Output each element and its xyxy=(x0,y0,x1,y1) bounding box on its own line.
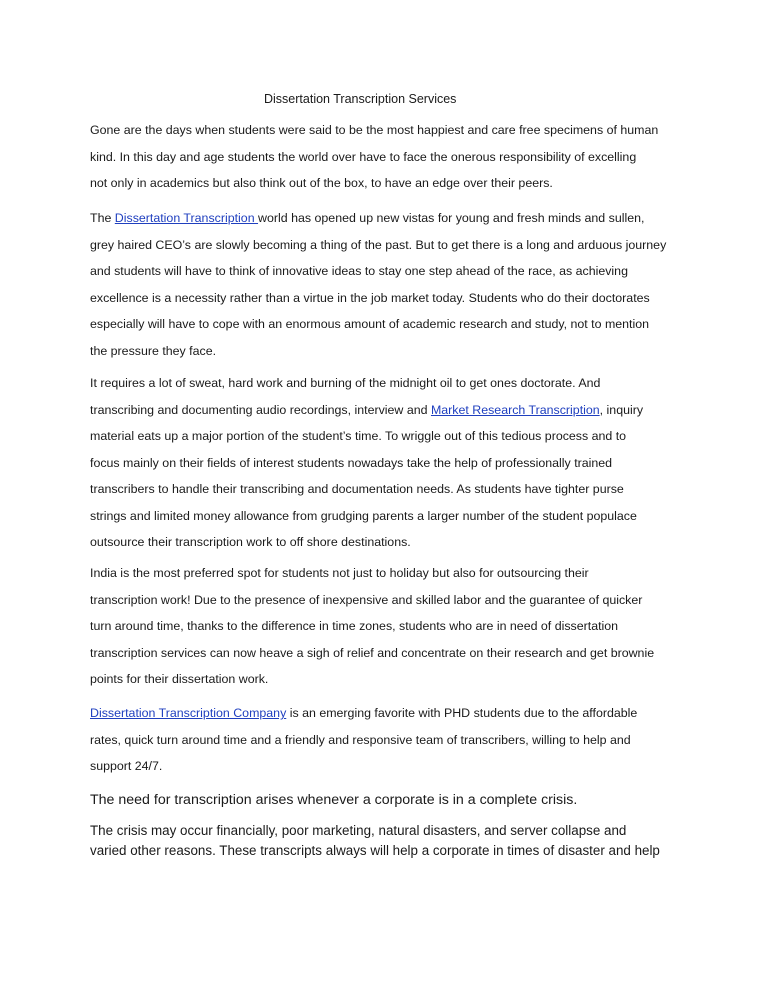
text-line xyxy=(90,150,690,177)
paragraph-3 xyxy=(90,376,690,562)
text-line xyxy=(90,264,690,291)
text-run: and students will have to think of innovative ideas to stay one step ahead of the race, as achieving xyxy=(90,264,628,278)
text-run: world has opened up new vistas for young and fresh minds and sullen, xyxy=(258,211,645,225)
document-title: Dissertation Transcription Services xyxy=(264,92,457,106)
paragraph-final xyxy=(90,823,690,863)
text-run: The crisis may occur financially, poor marketing, natural disasters, and server collapse and xyxy=(90,823,627,838)
text-run: the pressure they face. xyxy=(90,343,217,358)
text-run: material eats up a major portion of the student’s time. To wriggle out of this tedious process and to xyxy=(90,429,627,443)
text-line xyxy=(90,291,690,318)
paragraph-2 xyxy=(90,211,690,370)
text-line xyxy=(90,509,690,536)
section-heading: The need for transcription arises whenever a corporate is in a complete crisis. xyxy=(90,792,578,808)
text-run: transcribers to handle their transcribing and documentation needs. As students have tighter purse xyxy=(90,482,624,496)
paragraph-1 xyxy=(90,123,690,203)
text-run: kind. In this day and age students the world over have to face the onerous responsibility of excelling xyxy=(90,149,637,164)
text-line xyxy=(90,759,690,786)
text-line xyxy=(90,238,690,265)
text-line xyxy=(90,123,690,150)
hyperlink[interactable]: Market Research Transcription xyxy=(430,402,600,417)
text-run: turn around time, thanks to the difference in time zones, students who are in need of dissertation xyxy=(90,619,619,633)
text-line xyxy=(90,429,690,456)
text-run: India is the most preferred spot for students not just to holiday but also for outsourcing their xyxy=(90,566,589,580)
text-run: rates, quick turn around time and a friendly and responsive team of transcribers, willing to help and xyxy=(90,732,631,747)
text-run: points for their dissertation work. xyxy=(90,672,269,686)
text-run: , inquiry xyxy=(599,402,644,417)
text-line xyxy=(90,211,690,238)
text-run: It requires a lot of sweat, hard work and burning of the midnight oil to get ones doctorate. And xyxy=(90,376,601,390)
text-run: not only in academics but also think out of the box, to have an edge over their peers. xyxy=(90,176,553,190)
text-run: excellence is a necessity rather than a virtue in the job market today. Students who do their doctorates xyxy=(90,290,650,305)
text-run: varied other reasons. These transcripts always will help a corporate in times of disaster and help xyxy=(90,843,660,858)
text-line xyxy=(90,176,690,203)
text-line xyxy=(90,706,690,733)
text-run: focus mainly on their fields of interest students nowadays take the help of professionally trained xyxy=(90,455,613,470)
text-run: transcribing and documenting audio recordings, interview and xyxy=(90,402,431,417)
text-line xyxy=(90,456,690,483)
text-run: is an emerging favorite with PHD students due to the affordable xyxy=(286,706,638,720)
text-line xyxy=(90,403,690,430)
text-line xyxy=(90,376,690,403)
text-line xyxy=(90,672,690,699)
text-line xyxy=(90,843,690,863)
paragraph-4 xyxy=(90,566,690,699)
text-line xyxy=(90,593,690,620)
text-line xyxy=(90,619,690,646)
text-line xyxy=(90,344,690,371)
text-run: strings and limited money allowance from grudging parents a larger number of the student populace xyxy=(90,508,637,523)
text-run: support 24/7. xyxy=(90,759,163,773)
paragraph-5 xyxy=(90,706,690,786)
text-run: outsource their transcription work to off shore destinations. xyxy=(90,535,411,549)
text-line xyxy=(90,535,690,562)
text-run: Gone are the days when students were said to be the most happiest and care free specimens of human xyxy=(90,123,659,137)
text-run: The xyxy=(90,211,115,225)
text-line xyxy=(90,482,690,509)
text-line xyxy=(90,317,690,344)
hyperlink[interactable]: Dissertation Transcription xyxy=(114,211,259,225)
text-line xyxy=(90,733,690,760)
text-line xyxy=(90,566,690,593)
text-run: transcription services can now heave a sigh of relief and concentrate on their research and get brownie xyxy=(90,645,655,660)
text-run: transcription work! Due to the presence of inexpensive and skilled labor and the guarantee of quicker xyxy=(90,592,643,607)
text-run: especially will have to cope with an enormous amount of academic research and study, not to mention xyxy=(90,317,650,331)
text-run: grey haired CEO’s are slowly becoming a thing of the past. But to get there is a long and arduous journey xyxy=(90,237,667,252)
hyperlink[interactable]: Dissertation Transcription Company xyxy=(90,706,287,720)
text-line xyxy=(90,646,690,673)
text-line xyxy=(90,823,690,843)
